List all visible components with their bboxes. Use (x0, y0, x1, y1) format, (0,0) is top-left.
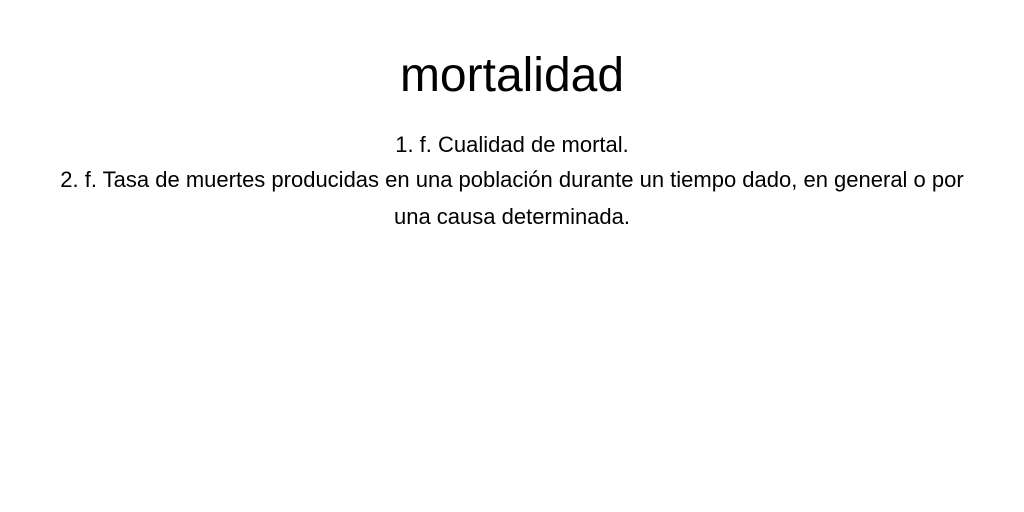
sense-list (60, 128, 964, 235)
headword-title: mortalidad (399, 49, 625, 102)
sense-2-definition: 2. f. Tasa de muertes producidas en una población durante un tiempo dado, en general o por una causa determinada. (60, 167, 964, 229)
sense-1-definition: 1. f. Cualidad de mortal. (395, 132, 629, 157)
